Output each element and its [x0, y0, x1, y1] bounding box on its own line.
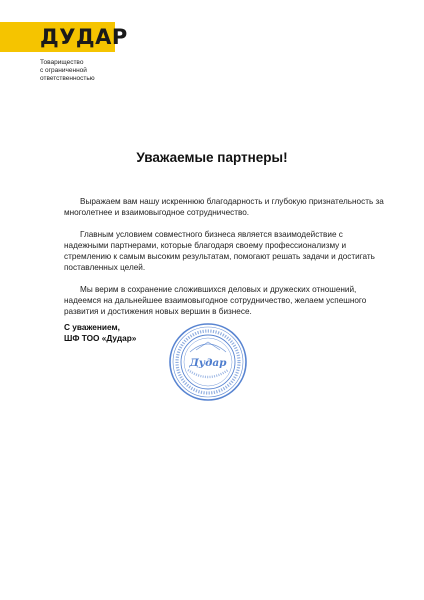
letter-greeting: Уважаемые партнеры! — [136, 150, 288, 165]
company-seal — [168, 322, 248, 402]
closing-line: С уважением, — [64, 322, 120, 332]
paragraph-wishes: Мы верим в сохранение сложившихся деловых и дружеских отношений, надеемся на дальнейшее взаимовыгодное сотрудничество, желаем успешного развития и достижения новых вершин в бизнесе. — [64, 285, 367, 316]
letter-body — [64, 196, 389, 328]
paragraph-partnership: Главным условием совместного бизнеса является взаимодействие с надежными партнерами, которые благодаря своему профессионализму и стремлению к самым высоким результатам, помогают решать задачи и достигать поставленных целей. — [64, 230, 375, 272]
company-form-line-3: ответственностью — [40, 75, 95, 82]
company-form-line-2: с ограниченной — [40, 67, 87, 74]
seal-center-text: Дудар — [189, 357, 227, 369]
company-legal-form — [40, 59, 130, 83]
paragraph-gratitude: Выражаем вам нашу искреннюю благодарность и глубокую признательность за многолетнее и взаимовыгодное сотрудничество. — [64, 197, 384, 217]
signer-name: ШФ ТОО «Дудар» — [64, 333, 137, 343]
company-logo: ДУДАР — [40, 25, 128, 49]
signature-block — [64, 322, 136, 344]
company-form-line-1: Товарищество — [40, 59, 84, 66]
